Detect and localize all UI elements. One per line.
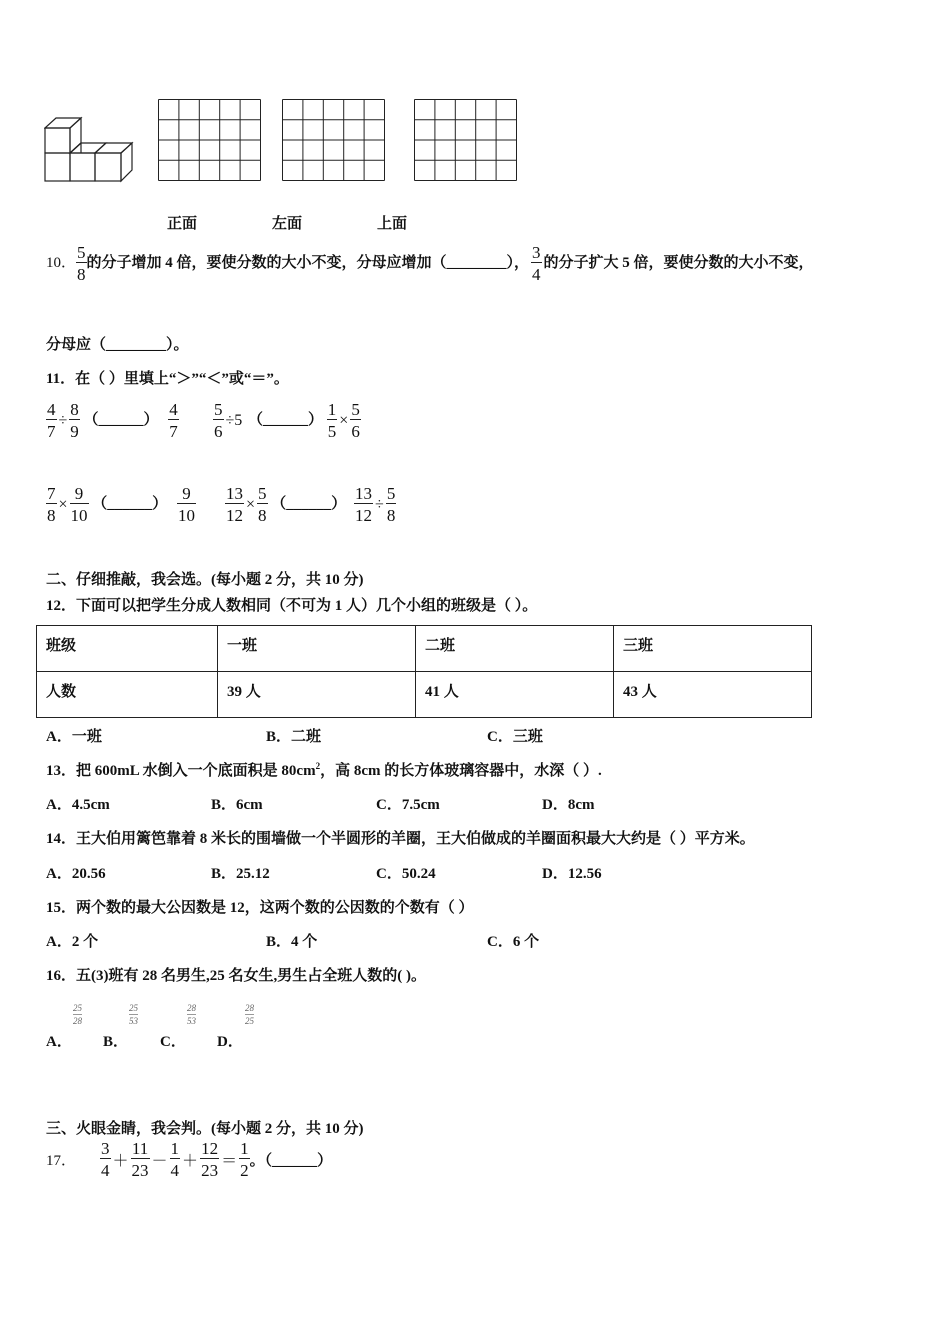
q13-option-b[interactable]: B．6cm [211, 797, 263, 813]
q12-option-b[interactable]: B．二班 [266, 729, 322, 745]
q14-option-a[interactable]: A．20.56 [46, 866, 106, 882]
table-cell: 二班 [416, 626, 614, 672]
q16-frac-d: 28 25 [245, 1003, 254, 1026]
q10-answer-blank-1[interactable]: ________ [446, 254, 507, 271]
question-10 [46, 244, 814, 283]
q11-blank-2[interactable]: （______） [248, 411, 324, 428]
question-14: 14．王大伯用篱笆靠着 8 米长的围墙做一个半圆形的羊圈，王大伯做成的羊圈面积最大大约是（ ）平方米。 [46, 831, 755, 847]
fraction-3-4: $\frac{3}{4}$ [532, 243, 541, 284]
q10-text-4: 分母应（ [46, 337, 107, 353]
table-row [37, 626, 812, 672]
q14-option-b[interactable]: B．25.12 [211, 866, 270, 882]
q15-option-a[interactable]: A．2 个 [46, 934, 99, 950]
q10-text-1: 的分子增加 4 倍，要使分数的大小不变，分母应增加（ [86, 254, 447, 271]
q14-option-d[interactable]: D．12.56 [542, 866, 602, 882]
q11-row-2-item-1: $\frac{7}{8}$ × $\frac{9}{10}$ （______） $\frac{9}{10}$ [47, 484, 196, 525]
table-cell: 39 人 [218, 672, 416, 718]
q10-text-3: 的分子扩大 5 倍，要使分数的大小不变， [543, 254, 814, 271]
q16-frac-b: 25 53 [129, 1003, 138, 1026]
q13-option-d[interactable]: D．8cm [542, 797, 595, 813]
table-cell: 人数 [37, 672, 218, 718]
q14-option-c[interactable]: C．50.24 [376, 866, 436, 882]
question-16: 16．五(3)班有 28 名男生,25 名女生,男生占全班人数的( )。 [46, 968, 426, 984]
q16-option-d[interactable]: D． [217, 1034, 243, 1050]
left-view-grid [282, 99, 386, 182]
q13-option-c[interactable]: C．7.5cm [376, 797, 440, 813]
question-13: 13．把 600mL 水倒入一个底面积是 $80cm^2$，高 8cm 的长方体玻璃容器中，水深（ ）. [46, 761, 602, 779]
q15-option-b[interactable]: B．4 个 [266, 934, 318, 950]
q16-option-c[interactable]: C． [160, 1034, 186, 1050]
view-label-front: 正面 [167, 216, 198, 232]
q11-blank-1[interactable]: （______） [83, 411, 159, 428]
class-table [36, 625, 812, 718]
view-label-top: 上面 [377, 216, 408, 232]
q10-number: 10． [46, 254, 77, 271]
table-cell: 一班 [218, 626, 416, 672]
table-cell: 三班 [613, 626, 811, 672]
q12-option-a[interactable]: A．一班 [46, 729, 102, 745]
q11-blank-4[interactable]: （______） [271, 495, 347, 512]
q11-row-1-item-1: $\frac{4}{7}$ ÷ $\frac{8}{9}$ （______） $\frac{4}{7}$ [47, 400, 178, 441]
q10-text-5: ）。 [166, 337, 189, 353]
question-17: 17． $\frac{3}{4}$ ＋ $\frac{11}{23}$ － $\frac{1}{4}$ ＋ $\frac{12}{23}$ ＝ $\frac{1}{2}$ 。（______） [46, 1139, 333, 1180]
question-11-title: 11．在（ ）里填上“＞”“＜”或“＝”。 [46, 371, 289, 387]
q16-option-b[interactable]: B． [103, 1034, 129, 1050]
view-label-left: 左面 [272, 216, 303, 232]
fraction-5-8: $\frac{5}{8}$ [77, 243, 86, 284]
q11-row-1-item-2: $\frac{5}{6}$ ÷5 （______） $\frac{1}{5}$ × $\frac{5}{6}$ [214, 400, 360, 441]
q11-row-2-item-2: $\frac{13}{12}$ × $\frac{5}{8}$ （______） $\frac{13}{12}$ ÷ $\frac{5}{8}$ [226, 484, 396, 525]
table-cell: 43 人 [613, 672, 811, 718]
table-cell: 班级 [37, 626, 218, 672]
cube-figure [44, 112, 140, 184]
table-row [37, 672, 812, 718]
q17-answer-blank[interactable]: 。（______） [249, 1153, 333, 1169]
question-12: 12．下面可以把学生分成人数相同（不可为 1 人）几个小组的班级是（ ）。 [46, 598, 538, 614]
section-3-heading: 三、火眼金睛，我会判。(每小题 2 分，共 10 分) [46, 1121, 364, 1137]
top-view-grid [414, 99, 518, 182]
q16-option-a[interactable]: A． [46, 1034, 72, 1050]
q16-frac-a: 25 28 [73, 1003, 82, 1026]
section-2-heading: 二、仔细推敲，我会选。(每小题 2 分，共 10 分) [46, 572, 364, 588]
q15-option-c[interactable]: C．6 个 [487, 934, 540, 950]
q16-frac-c: 28 53 [187, 1003, 196, 1026]
q10-answer-blank-2[interactable]: ________ [106, 337, 167, 353]
front-view-grid [158, 99, 262, 182]
question-15: 15．两个数的最大公因数是 12，这两个数的公因数的个数有（ ） [46, 900, 474, 916]
q10-text-2: ）， [506, 254, 530, 271]
q11-blank-3[interactable]: （______） [92, 495, 168, 512]
q13-option-a[interactable]: A．4.5cm [46, 797, 110, 813]
q12-option-c[interactable]: C．三班 [487, 729, 543, 745]
table-cell: 41 人 [416, 672, 614, 718]
question-10-line-2 [46, 333, 189, 354]
